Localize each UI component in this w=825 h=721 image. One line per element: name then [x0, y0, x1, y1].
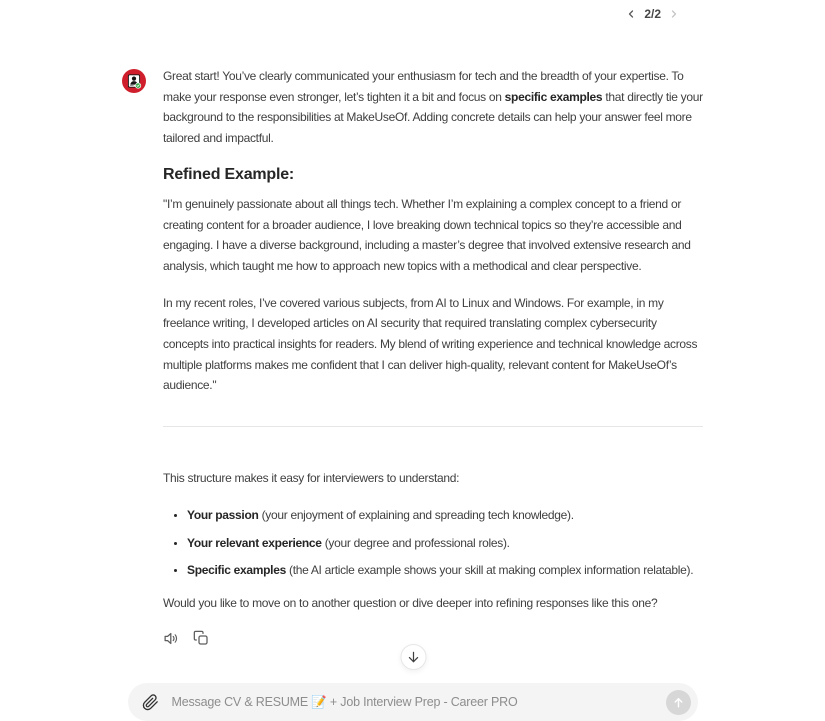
conversation-thread [122, 0, 703, 647]
section-divider [163, 426, 703, 427]
intro-paragraph [163, 66, 703, 149]
bullet-rest: (your enjoyment of explaining and spreading tech knowledge). [258, 507, 574, 522]
bullet-rest: (the AI article example shows your skill at making complex information relatable). [285, 563, 694, 578]
arrow-down-icon [406, 650, 420, 664]
bullet-bold: Your relevant experience [187, 535, 322, 550]
closing-question: Would you like to move on to another question or dive deeper into refining responses like this one? [163, 595, 658, 610]
response-pagination [623, 6, 682, 22]
copy-icon [193, 630, 209, 646]
copy-button[interactable] [193, 630, 209, 646]
chevron-right-icon [668, 8, 680, 20]
next-response-button[interactable] [666, 6, 682, 22]
structure-list [163, 505, 703, 581]
message-input[interactable] [170, 694, 666, 710]
id-card-person-check-icon [122, 69, 146, 93]
message-actions [163, 630, 703, 647]
bullet-rest: (your degree and professional roles). [321, 535, 510, 550]
refined-example-heading: Refined Example: [163, 165, 295, 183]
previous-response-button[interactable] [623, 6, 639, 22]
assistant-avatar [122, 69, 146, 93]
intro-text-b: that directly tie your background to the responsibilities at MakeUseOf. Adding concrete details can help your answer feel more tailored and impactful. [163, 89, 703, 146]
assistant-message-content [163, 66, 703, 647]
bullet-bold: Specific examples [187, 563, 286, 578]
message-composer [128, 683, 698, 721]
bullet-bold: Your passion [187, 507, 259, 522]
refined-example-quote-part2: In my recent roles, I’ve covered various subjects, from AI to Linux and Windows. For example, in my freelance writing, I developed articles on AI security that required translating complex cybersecurity concepts into practical insights for readers. My blend of writing experience and technical knowledge across multiple platforms makes me confident that I can deliver high-quality, relevant content for MakeUseOf’s audience." [163, 295, 698, 393]
attach-file-button[interactable] [142, 694, 159, 711]
refined-example-quote-part1: "I’m genuinely passionate about all things tech. Whether I’m explaining a complex concept to a friend or creating content for a broader audience, I love breaking down technical topics so they’re accessible and engaging. I have a diverse background, including a master’s degree that involved extensive research and analysis, which taught me how to approach new topics with a methodical and clear perspective. [163, 196, 691, 273]
arrow-up-icon [672, 696, 685, 709]
chevron-left-icon [625, 8, 637, 20]
paperclip-icon [142, 694, 159, 711]
structure-intro: This structure makes it easy for interviewers to understand: [163, 471, 460, 486]
assistant-message [122, 66, 703, 647]
list-item [187, 505, 703, 526]
intro-bold-text: specific examples [504, 89, 603, 104]
pagination-label: 2/2 [644, 7, 661, 21]
list-item [187, 533, 703, 554]
intro-text-a: Great start! You’ve clearly communicated your enthusiasm for tech and the breadth of your expertise. To make your response even stronger, let’s tighten it a bit and focus on [163, 69, 684, 104]
speaker-icon [163, 630, 180, 647]
scroll-to-bottom-button[interactable] [400, 644, 426, 670]
send-button[interactable] [666, 690, 691, 715]
read-aloud-button[interactable] [163, 630, 180, 647]
list-item [187, 560, 703, 581]
